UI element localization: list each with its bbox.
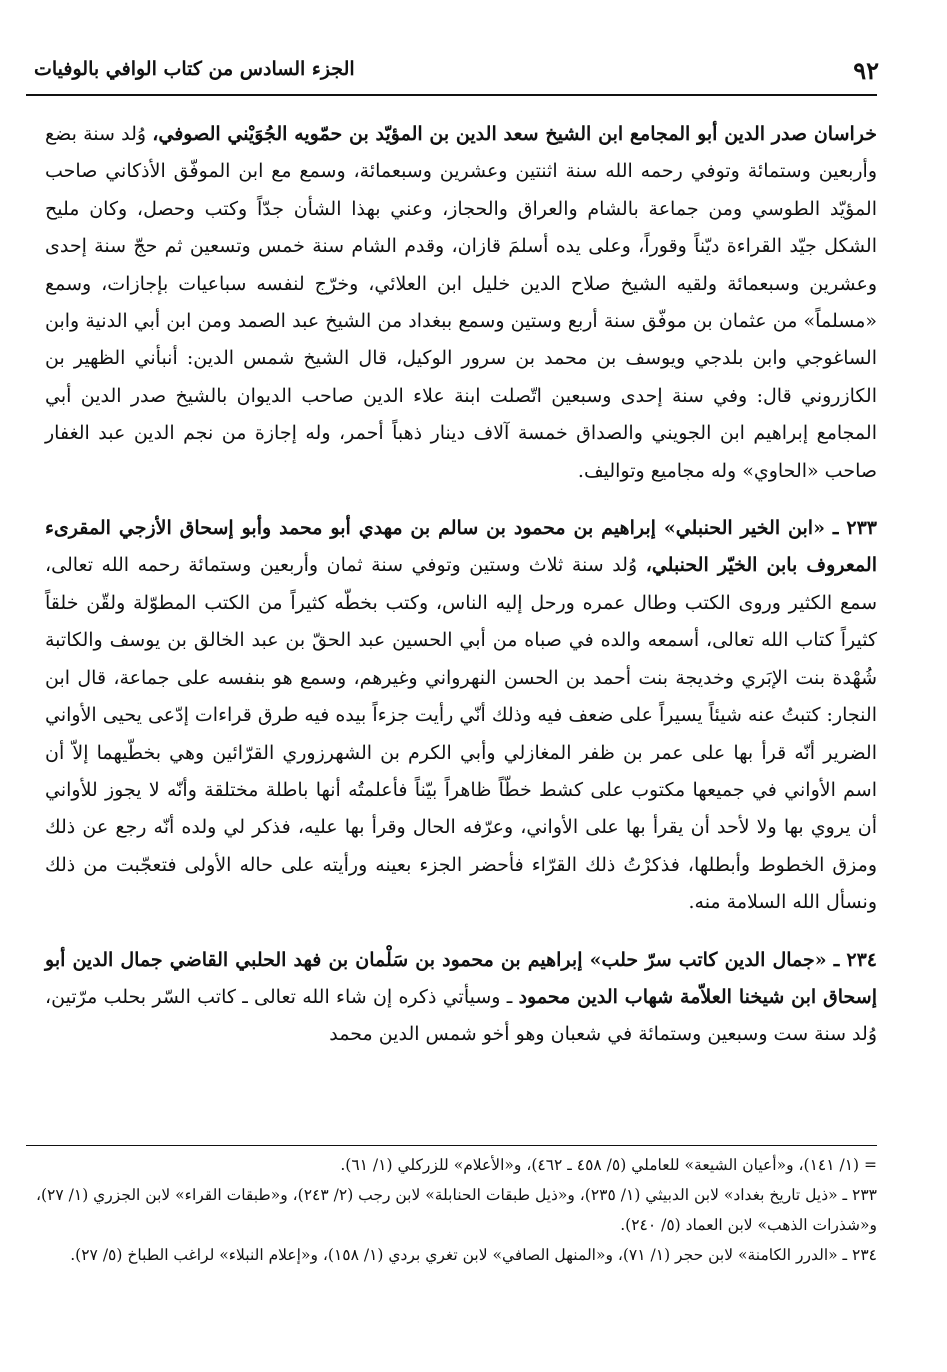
footnote: ٢٣٣ ـ «ذيل تاريخ بغداد» لابن الدبيثي (١/ ٢٣٥)، و«ذيل طبقات الحنابلة» لابن رجب (٢/ ٢٤٣)، و«طبقات القراء» لابن الجزري (١/ ٢٧)، و«شذرات الذهب» لابن العماد (٥/ ٢٤٠). [35, 1186, 877, 1234]
entry-heading: ٢٣٤ ـ «جمال الدين كاتب سرّ حلب» إبراهيم بن محمود بن سَلْمان بن فهد الحلبي القاضي جمال الدين أبو إسحاق ابن شيخنا العلاّمة شهاب الدين محمود [45, 948, 878, 1008]
entry-text: ـ وسيأتي ذكره إن شاء الله تعالى ـ كاتب السّر بحلب مرّتين، وُلد سنة ست وسبعين وستمائة في شعبان وهو أخو شمس الدين محمد [45, 985, 877, 1046]
footnote: = (١/ ١٤١)، و«أعيان الشيعة» للعاملي (٥/ ٤٥٨ ـ ٤٦٢)، و«الأعلام» للزركلي (١/ ٦١). [340, 1156, 877, 1174]
main-text [45, 116, 877, 1054]
entry-text: وُلد سنة ثلاث وستين وتوفي سنة ثمان وأربعين وستمائة رحمه الله تعالى، سمع الكثير وروى الكتب وطال عمره ورحل إليه الناس، وكتب بخطّه كثيراً من الكتب المطوّلة ولقّن خلقاً كثيراً كتاب الله تعالى، أسمعه والده في صباه من أبي الحسين عبد الحقّ بن عبد الخالق بن يوسف والكاتبة شُهْدة بنت الإبَري وخديجة بنت أحمد بن الحسن النهرواني وغيرهم، وسمع هو بنفسه على جماعة، قال ابن النجار: كتبتُ عنه شيئاً يسيراً على ضعف فيه وذلك أنّي رأيت جزءاً بيده فيه طرق قراءات إدّعى يحيى الأواني الضرير أنّه قرأ بها على عمر بن ظفر المغازلي وأبي الكرم بن الشهرزوري القرّائين وهي بخطّيهما إلاّ أن اسم الأواني في جميعها مكتوب على كشط خطّاً ظاهراً بيّناً فأعلمتُه أنها باطلة مختلقة وأنّه لا يجوز للأواني أن يروي بها ولا لأحد أن يقرأ بها على الأواني، وعرّفه الحال وقرأ بها عليه، فذكر لي ولده أنّه رجع عن ذلك ومزق الخطوط وأبطلها، فذكرْتُ ذلك القرّاء فأحضر الجزء بعينه ورأيته على حاله الأولى فتعجّبت من ذلك ونسأل الله السلامة منه. [45, 554, 877, 914]
footnote: ٢٣٤ ـ «الدرر الكامنة» لابن حجر (١/ ٧١)، و«المنهل الصافي» لابن تغري بردي (١/ ١٥٨)، و«إعلام النبلاء» لراغب الطباخ (٥/ ٢٧). [70, 1246, 877, 1264]
entry-233 [45, 510, 877, 921]
page-header [28, 52, 877, 94]
entry-heading: خراسان صدر الدين أبو المجامع ابن الشيخ سعد الدين بن المؤيّد بن حمّويه الجُوَيْني الصوفي، [152, 123, 878, 145]
entry-234 [45, 942, 877, 1054]
footnote-rule [26, 1145, 877, 1146]
entry-heading: ٢٣٣ ـ «ابن الخير الحنبلي» إبراهيم بن محمود بن سالم بن مهدي أبو محمد وأبو إسحاق الأزجي المقرىء المعروف بابن الخيّر الحنبلي، [45, 517, 877, 577]
paragraph-continuation [45, 116, 877, 490]
running-title: الجزء السادس من كتاب الوافي بالوفيات [34, 58, 355, 80]
page-number: ٩٢ [853, 56, 879, 85]
header-rule [26, 94, 877, 96]
footnotes [36, 1150, 877, 1270]
entry-text: وُلد سنة بضع وأربعين وستمائة وتوفي رحمه الله سنة اثنتين وعشرين وسبعمائة، وسمع مع ابن الموفّق الأذكاني صاحب المؤيّد الطوسي ومن جماعة بالشام والعراق والحجاز، وعني بهذا الشأن جدّاً وكتب وحصل، وكان مليح الشكل جيّد القراءة ديّناً وقوراً، وعلى يده أسلمَ قازان، وقدم الشام سنة خمس وتسعين ثم حجّ سنة إحدى وعشرين وسبعمائة ولقيه الشيخ صلاح الدين خليل ابن العلائي، وخرّج لنفسه سباعيات بإجازات، وسمع «مسلماً» من عثمان بن موفّق سنة أربع وستين وسمع ببغداد من الشيخ عبد الصمد ومن ابن أبي الدنية وابن الساغوجي وابن بلدجي ويوسف بن محمد بن سرور الوكيل، قال الشيخ شمس الدين: أنبأني الظهير بن الكازروني قال: وفي سنة إحدى وسبعين اتّصلت ابنة علاء الدين صاحب الديوان بالشيخ صدر الدين أبي المجامع إبراهيم ابن الجويني والصداق خمسة آلاف دينار ذهباً أحمر، وله إجازة من نجم الدين عبد الغفار صاحب «الحاوي» وله مجاميع وتواليف. [45, 123, 877, 482]
